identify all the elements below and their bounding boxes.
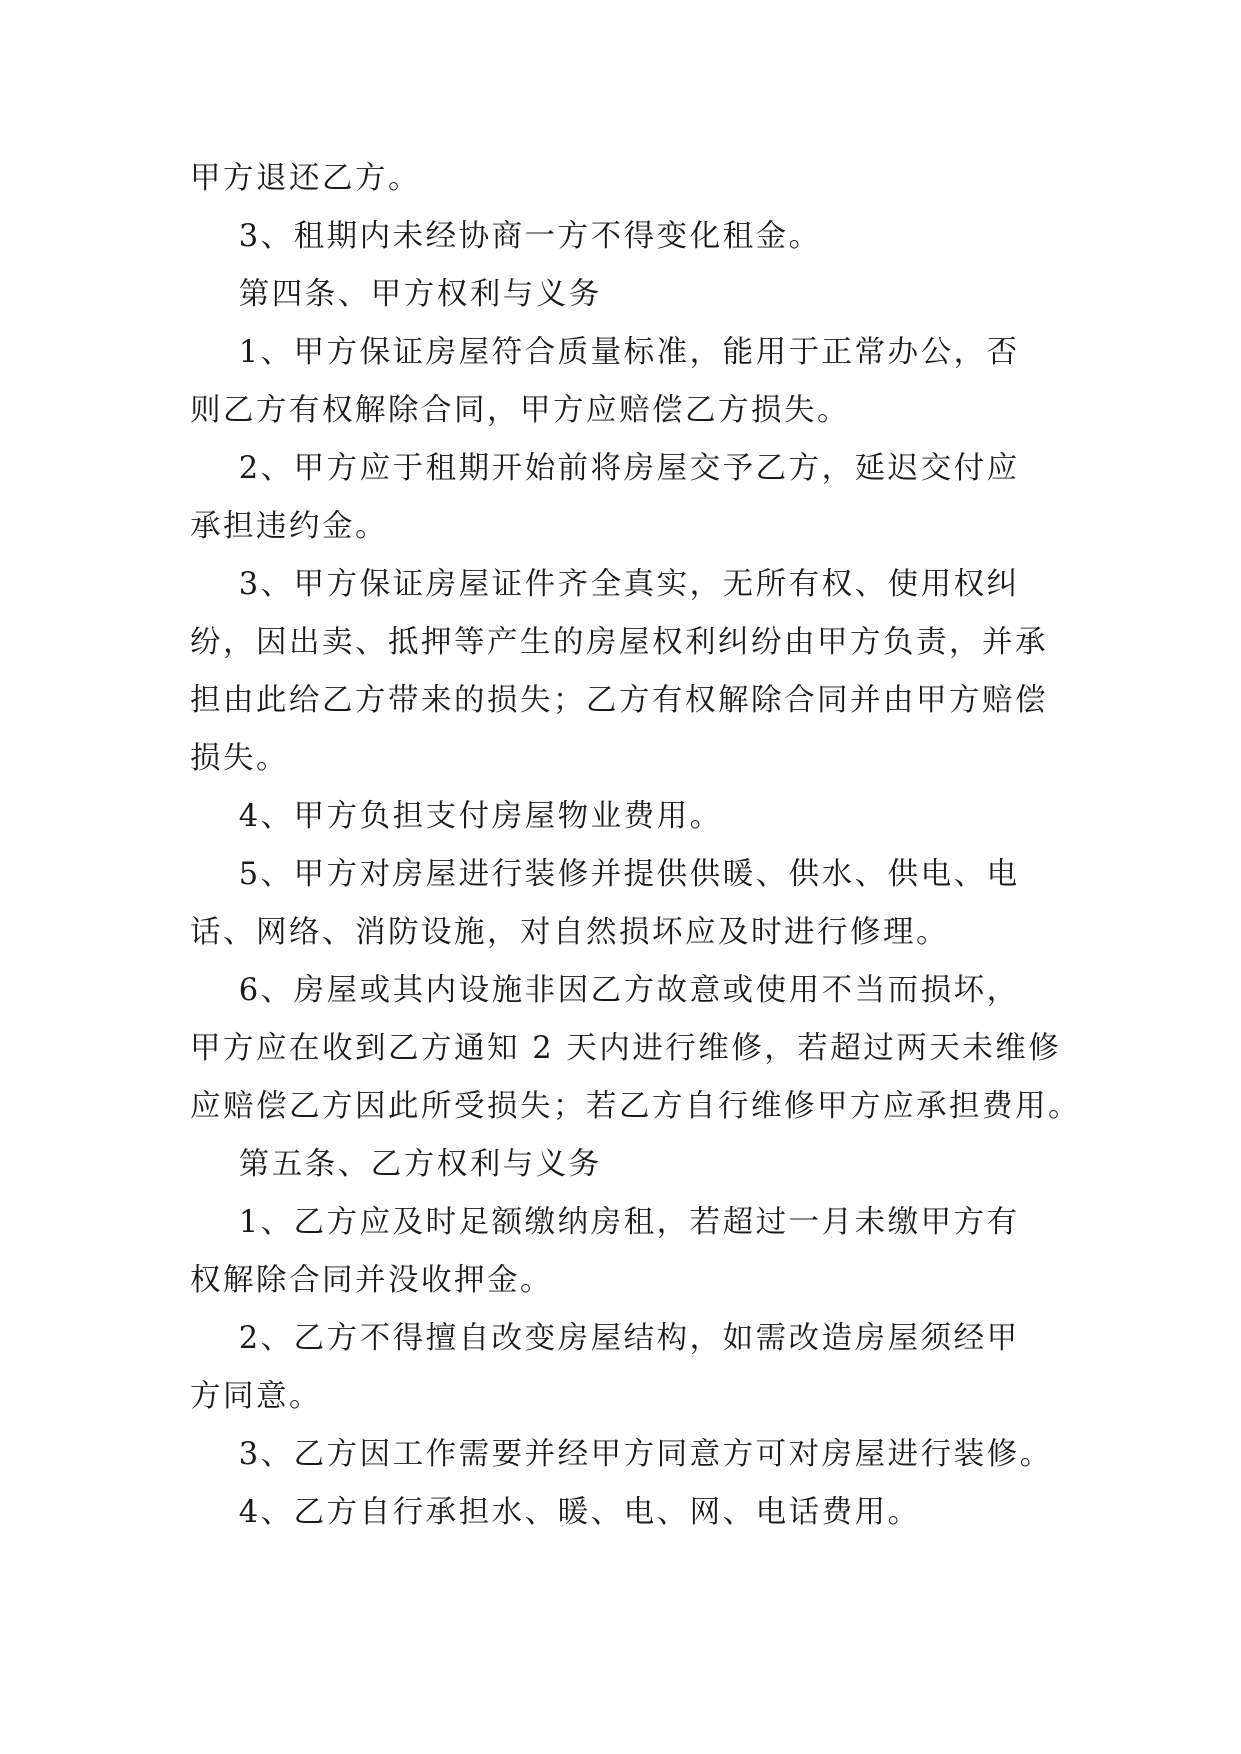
paragraph-item: 2、甲方应于租期开始前将房屋交予乙方，延迟交付应 承担违约金。	[190, 451, 1020, 544]
paragraph-item: 1、乙方应及时足额缴纳房租，若超过一月未缴甲方有 权解除合同并没收押金。	[190, 1205, 1020, 1298]
paragraph-item: 4、乙方自行承担水、暖、电、网、电话费用。	[190, 1495, 921, 1530]
paragraph-item: 3、租期内未经协商一方不得变化租金。	[190, 219, 822, 254]
paragraph-item: 2、乙方不得擅自改变房屋结构，如需改造房屋须经甲 方同意。	[190, 1321, 1020, 1414]
paragraph-item: 4、甲方负担支付房屋物业费用。	[190, 799, 723, 834]
paragraph-item: 6、房屋或其内设施非因乙方故意或使用不当而损坏， 甲方应在收到乙方通知 2 天内进行维修，若超过两天未维修 应赔偿乙方因此所受损失；若乙方自行维修甲方应承担费用。	[190, 973, 1081, 1124]
contract-body	[190, 150, 1081, 1542]
paragraph-item: 1、甲方保证房屋符合质量标准，能用于正常办公，否 则乙方有权解除合同，甲方应赔偿乙方损失。	[190, 335, 1020, 428]
section-heading: 第四条、甲方权利与义务	[190, 277, 602, 312]
section-heading: 第五条、乙方权利与义务	[190, 1147, 602, 1182]
paragraph-item: 5、甲方对房屋进行装修并提供供暖、供水、供电、电 话、网络、消防设施，对自然损坏应及时进行修理。	[190, 857, 1020, 950]
paragraph-item: 3、乙方因工作需要并经甲方同意方可对房屋进行装修。	[190, 1437, 1053, 1472]
paragraph-item: 3、甲方保证房屋证件齐全真实，无所有权、使用权纠 纷，因出卖、抵押等产生的房屋权利纠纷由甲方负责，并承 担由此给乙方带来的损失；乙方有权解除合同并由甲方赔偿 损失。	[190, 567, 1048, 776]
paragraph-continuation: 甲方退还乙方。	[190, 161, 421, 196]
